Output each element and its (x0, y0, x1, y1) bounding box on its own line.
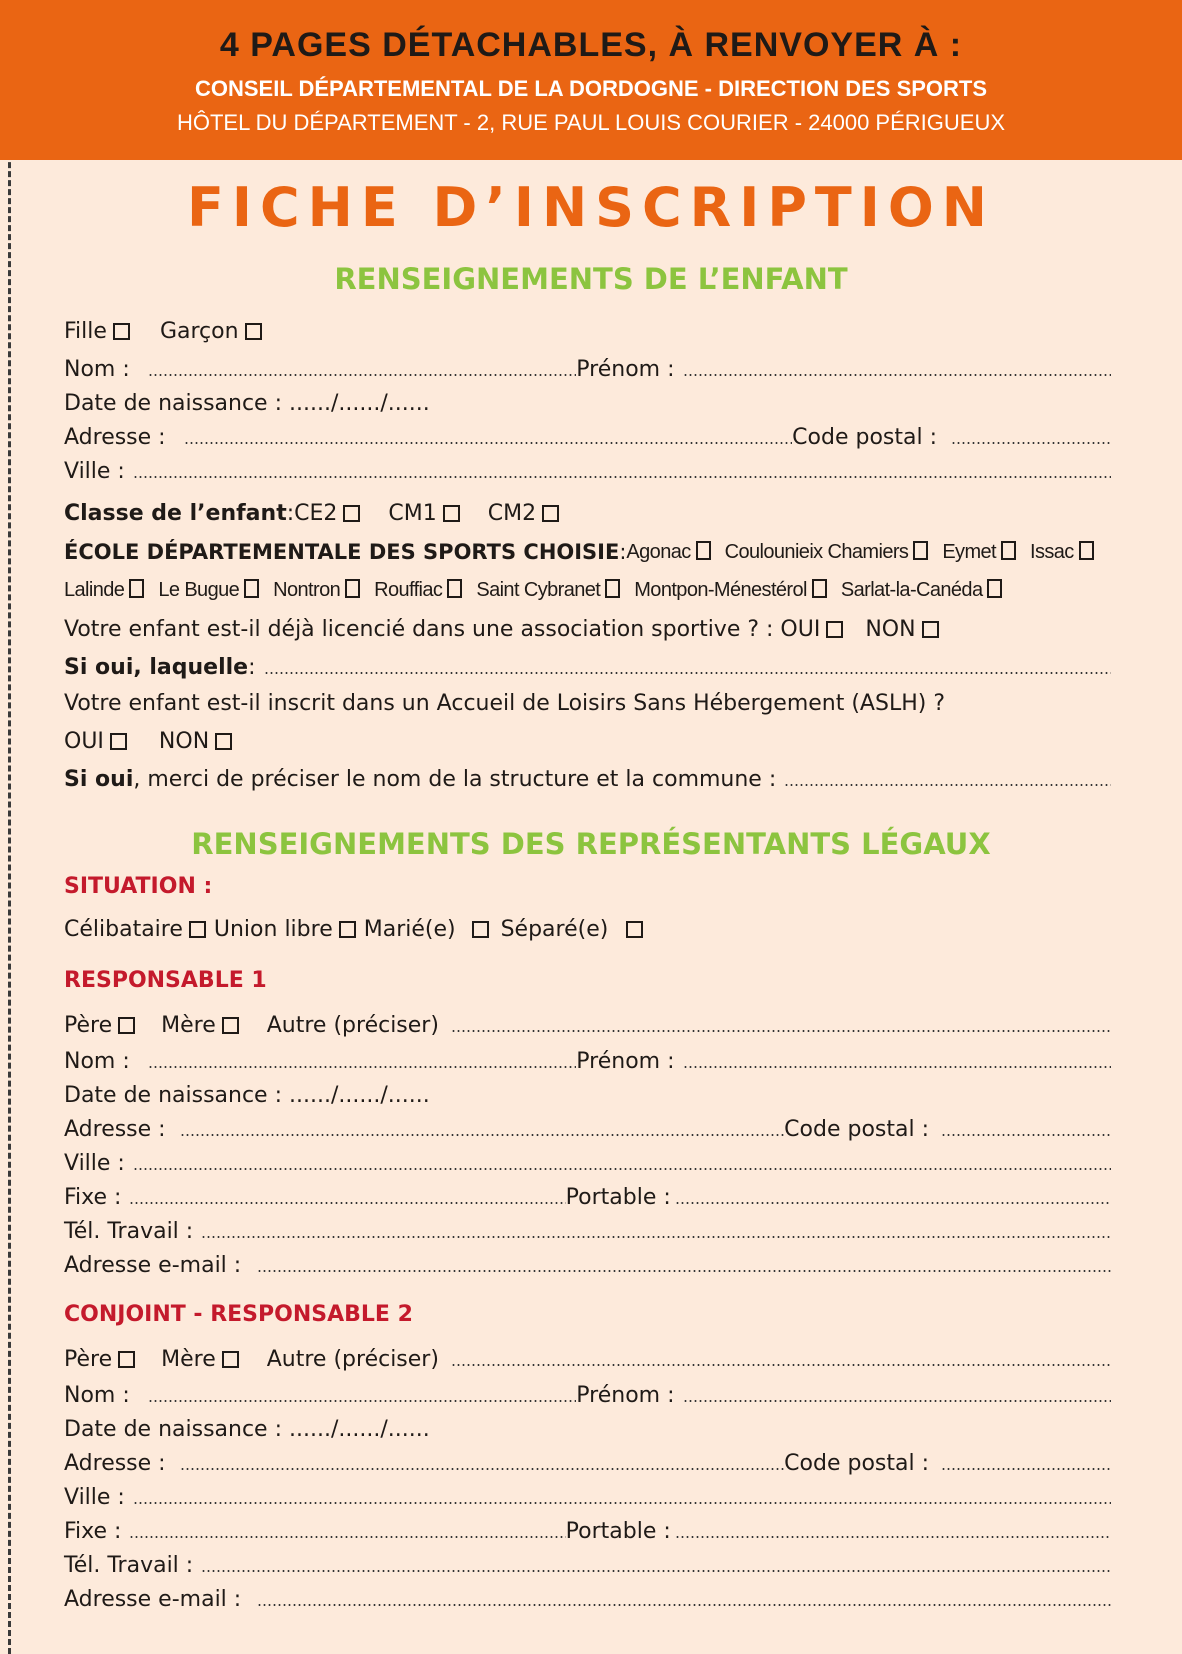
label-ecole-nontron: Nontron (273, 579, 341, 601)
classe-separator: : (286, 501, 295, 526)
label-r2-mere: Mère (161, 1347, 216, 1372)
label-ce2: CE2 (294, 501, 338, 526)
label-r1-tel-travail: Tél. Travail : (64, 1219, 194, 1244)
checkbox-fille[interactable] (113, 323, 130, 340)
checkbox-aslh-oui[interactable] (110, 733, 127, 750)
checkbox-ecole-issac[interactable] (1079, 541, 1094, 560)
label-si-oui-laquelle: Si oui, laquelle (64, 655, 249, 680)
label-r2-tel-travail: Tél. Travail : (64, 1553, 194, 1578)
row-licencie (64, 612, 1111, 642)
row-r1-nom (64, 1044, 1111, 1074)
label-fille: Fille (64, 319, 107, 344)
label-r1-autre: Autre (préciser) (266, 1013, 439, 1038)
field-r2-autre[interactable] (451, 1364, 1111, 1366)
checkbox-ecole-rouffiac[interactable] (447, 579, 462, 598)
row-ecole-2 (64, 572, 1111, 602)
checkbox-ecole-sarlat[interactable] (987, 579, 1002, 598)
label-ecole-issac: Issac (1030, 541, 1074, 563)
checkbox-ecole-montpon[interactable] (812, 579, 827, 598)
checkbox-ecole-le-bugue[interactable] (244, 579, 259, 598)
heading-situation: SITUATION : (64, 874, 213, 899)
label-r1-nom: Nom : (64, 1049, 130, 1074)
label-ecole-coulounieix: Coulounieix Chamiers (724, 541, 909, 563)
page-title: FICHE D’INSCRIPTION (187, 176, 995, 239)
label-celibataire: Célibataire (64, 917, 183, 942)
label-licencie-question: Votre enfant est-il déjà licencié dans une association sportive ? : OUI (64, 617, 821, 642)
checkbox-ce2[interactable] (343, 505, 360, 522)
checkbox-ecole-nontron[interactable] (345, 579, 360, 598)
label-r1-code-postal: Code postal : (784, 1117, 929, 1142)
label-ecole-sarlat: Sarlat-la-Canéda (840, 579, 983, 601)
label-r1-mere: Mère (161, 1013, 216, 1038)
field-child-code-postal[interactable] (951, 442, 1111, 444)
row-r2-date (64, 1412, 1111, 1442)
label-ecole-le-bugue: Le Bugue (158, 579, 240, 601)
row-r2-ville (64, 1480, 1111, 1510)
field-r2-date-naissance[interactable]: Date de naissance : ....../....../...... (64, 1417, 430, 1442)
label-r2-prenom: Prénom : (576, 1383, 675, 1408)
row-r1-adresse (64, 1112, 1111, 1142)
row-r1-parent (64, 1008, 1111, 1038)
field-r1-date-naissance[interactable]: Date de naissance : ....../....../...... (64, 1083, 430, 1108)
field-r2-fixe[interactable] (129, 1536, 565, 1538)
field-r1-ville[interactable] (133, 1168, 1111, 1170)
label-licencie-non: NON (865, 617, 916, 642)
label-child-ville: Ville : (64, 459, 125, 484)
field-r2-ville[interactable] (133, 1502, 1111, 1504)
checkbox-marie[interactable] (472, 921, 489, 938)
field-r1-adresse[interactable] (180, 1134, 785, 1136)
checkbox-garcon[interactable] (245, 323, 262, 340)
checkbox-celibataire[interactable] (189, 921, 206, 938)
label-r1-portable: Portable : (565, 1185, 671, 1210)
checkbox-aslh-non[interactable] (215, 733, 232, 750)
checkbox-separe[interactable] (626, 921, 643, 938)
label-r2-code-postal: Code postal : (784, 1451, 929, 1476)
field-r1-code-postal[interactable] (941, 1134, 1111, 1136)
field-child-nom[interactable] (148, 374, 577, 376)
field-child-ville[interactable] (133, 476, 1111, 478)
checkbox-ecole-saint-cybranet[interactable] (605, 579, 620, 598)
label-r1-ville: Ville : (64, 1151, 125, 1176)
row-r2-telephones (64, 1514, 1111, 1544)
field-r2-prenom[interactable] (683, 1400, 1112, 1402)
label-ecole: ÉCOLE DÉPARTEMENTALE DES SPORTS CHOISIE (64, 540, 620, 564)
label-si-oui: Si oui (64, 767, 134, 792)
section-title-child: RENSEIGNEMENTS DE L’ENFANT (334, 262, 848, 296)
row-classe (64, 496, 1111, 526)
label-ecole-agonac: Agonac (626, 541, 691, 563)
label-child-adresse: Adresse : (64, 425, 166, 450)
row-r2-adresse (64, 1446, 1111, 1476)
row-laquelle (64, 650, 1111, 680)
label-marie: Marié(e) (363, 917, 456, 942)
heading-responsable-1: RESPONSABLE 1 (64, 968, 267, 993)
checkbox-licencie-oui[interactable] (826, 621, 843, 638)
label-garcon: Garçon (159, 319, 239, 344)
checkbox-union-libre[interactable] (339, 921, 356, 938)
row-child-date (64, 386, 1111, 416)
row-r2-parent (64, 1342, 1111, 1372)
label-union-libre: Union libre (213, 917, 333, 942)
label-classe: Classe de l’enfant (64, 501, 287, 526)
label-cm2: CM2 (487, 501, 537, 526)
row-child-ville (64, 454, 1111, 484)
checkbox-r1-mere[interactable] (222, 1017, 239, 1034)
label-r2-portable: Portable : (565, 1519, 671, 1544)
row-aslh-answer (64, 724, 1111, 754)
checkbox-cm1[interactable] (443, 505, 460, 522)
label-r2-nom: Nom : (64, 1383, 130, 1408)
label-child-prenom: Prénom : (576, 357, 675, 382)
row-r1-tel-travail (64, 1214, 1111, 1244)
label-ecole-eymet: Eymet (942, 541, 996, 563)
field-r2-email[interactable] (257, 1604, 1111, 1606)
field-aslh-structure[interactable] (784, 784, 1111, 786)
label-r2-email: Adresse e-mail : (64, 1587, 242, 1612)
label-r2-fixe: Fixe : (64, 1519, 122, 1544)
field-r2-portable[interactable] (675, 1536, 1111, 1538)
field-r2-tel-travail[interactable] (201, 1570, 1111, 1572)
label-aslh-question: Votre enfant est-il inscrit dans un Accueil de Loisirs Sans Hébergement (ASLH) ? (64, 691, 945, 716)
banner-organization: CONSEIL DÉPARTEMENTAL DE LA DORDOGNE - DIRECTION DES SPORTS (194, 76, 988, 101)
field-child-date-naissance[interactable]: Date de naissance : ....../....../...... (64, 391, 430, 416)
ecole-separator: : (619, 540, 627, 564)
checkbox-ecole-eymet[interactable] (1001, 541, 1016, 560)
field-r1-prenom[interactable] (683, 1066, 1112, 1068)
label-child-nom: Nom : (64, 357, 130, 382)
field-r1-portable[interactable] (675, 1202, 1111, 1204)
laquelle-separator: : (248, 655, 256, 680)
label-ecole-lalinde: Lalinde (64, 579, 125, 601)
field-r1-tel-travail[interactable] (201, 1236, 1111, 1238)
checkbox-ecole-lalinde[interactable] (129, 579, 144, 598)
row-r1-telephones (64, 1180, 1111, 1210)
label-structure: , merci de préciser le nom de la structure et la commune : (133, 767, 777, 792)
label-aslh-non: NON (158, 729, 210, 754)
field-r2-code-postal[interactable] (941, 1468, 1111, 1470)
label-r1-fixe: Fixe : (64, 1185, 122, 1210)
checkbox-ecole-agonac[interactable] (696, 541, 711, 560)
checkbox-ecole-coulounieix[interactable] (913, 541, 928, 560)
banner-title: 4 PAGES DÉTACHABLES, À RENVOYER À : (219, 26, 963, 64)
row-ecole-1 (64, 534, 1111, 564)
header-banner (0, 0, 1182, 160)
checkbox-r1-pere[interactable] (118, 1017, 135, 1034)
banner-address: HÔTEL DU DÉPARTEMENT - 2, RUE PAUL LOUIS COURIER - 24000 PÉRIGUEUX (176, 110, 1006, 135)
row-child-nom (64, 352, 1111, 382)
row-situation (64, 912, 1111, 942)
label-ecole-saint-cybranet: Saint Cybranet (476, 579, 601, 601)
field-r1-autre[interactable] (451, 1030, 1111, 1032)
label-ecole-montpon: Montpon-Ménestérol (634, 579, 807, 601)
label-ecole-rouffiac: Rouffiac (374, 579, 443, 601)
row-r2-email (64, 1582, 1111, 1612)
label-r1-email: Adresse e-mail : (64, 1253, 242, 1278)
field-child-prenom[interactable] (683, 374, 1112, 376)
label-r2-ville: Ville : (64, 1485, 125, 1510)
label-r2-autre: Autre (préciser) (266, 1347, 439, 1372)
field-r1-fixe[interactable] (129, 1202, 565, 1204)
field-r2-adresse[interactable] (180, 1468, 785, 1470)
row-r1-email (64, 1248, 1111, 1278)
checkbox-r2-pere[interactable] (118, 1351, 135, 1368)
heading-responsable-2: CONJOINT - RESPONSABLE 2 (64, 1302, 413, 1327)
field-r1-email[interactable] (257, 1270, 1111, 1272)
field-r1-nom[interactable] (148, 1066, 577, 1068)
row-r2-tel-travail (64, 1548, 1111, 1578)
row-r1-ville (64, 1146, 1111, 1176)
section-title-legal: RENSEIGNEMENTS DES REPRÉSENTANTS LÉGAUX (191, 827, 991, 861)
checkbox-cm2[interactable] (542, 505, 559, 522)
row-r2-nom (64, 1378, 1111, 1408)
field-child-adresse[interactable] (184, 442, 793, 444)
field-r2-nom[interactable] (148, 1400, 577, 1402)
row-aslh-structure (64, 762, 1111, 792)
label-aslh-oui: OUI (64, 729, 104, 754)
label-cm1: CM1 (388, 501, 437, 526)
row-r1-date (64, 1078, 1111, 1108)
field-association[interactable] (264, 672, 1111, 674)
label-child-code-postal: Code postal : (792, 425, 937, 450)
label-r1-adresse: Adresse : (64, 1117, 166, 1142)
row-gender (64, 314, 1111, 344)
row-child-adresse (64, 420, 1111, 450)
label-r1-prenom: Prénom : (576, 1049, 675, 1074)
row-aslh-question (64, 686, 1111, 716)
checkbox-r2-mere[interactable] (222, 1351, 239, 1368)
label-r1-pere: Père (64, 1013, 113, 1038)
label-r2-adresse: Adresse : (64, 1451, 166, 1476)
label-r2-pere: Père (64, 1347, 113, 1372)
label-separe: Séparé(e) (500, 917, 609, 942)
checkbox-licencie-non[interactable] (922, 621, 939, 638)
